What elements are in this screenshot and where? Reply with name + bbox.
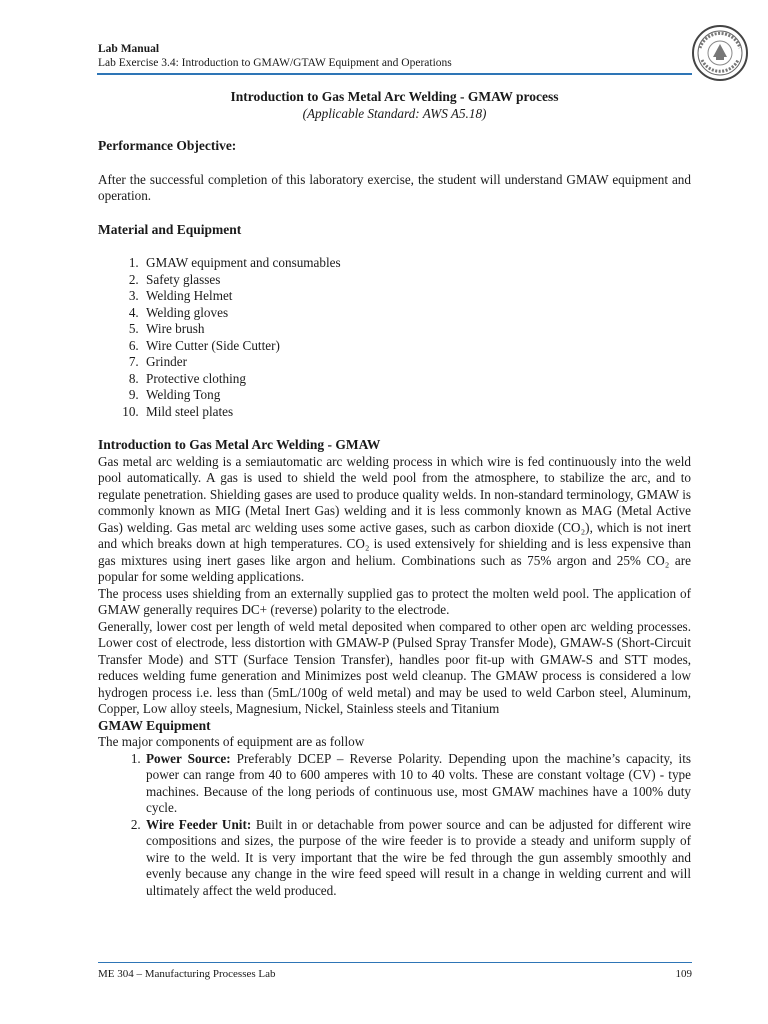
list-item: 8. Protective clothing [142,371,691,388]
list-item: 5. Wire brush [142,321,691,338]
objective-text: After the successful completion of this laboratory exercise, the student will understand GMAW equipment and operation. [98,171,691,203]
intro-paragraph-3: Generally, lower cost per length of weld metal deposited when compared to other open arc welding processes. Lower cost of electrode, less distortion with GMAW-P (Pulsed Spray Transfer Mode), GMAW-S (Short-Circuit Transfer Mode) and STT (Surface Tension Transfer), handles poor fit-up with GMAW-S and STT modes, reduces welding fume generation and Minimizes post weld cleanup. The GMAW process is considered a low hydrogen process i.e. less than (5mL/100g of weld metal) and may be used to weld Carbon steel, Aluminum, Copper, Low alloy steels, Magnesium, Nickel, Stainless steels and Titanium [98,618,691,716]
objective-heading: Performance Objective: [98,138,237,153]
equipment-text: Built in or detachable from power source and can be adjusted for different wire compositions and sizes, the purpose of the wire feeder is to provide a steady and uniform supply of wire to the weld. It is very important that the wire be fed through the gun assembly smoothly and evenly because any change in the wire feed speed will result in a change in welding current and will ultimately affect the weld produced. [146,816,691,898]
equipment-lead: The major components of equipment are as follow [98,734,365,749]
intro-paragraph-1: Gas metal arc welding is a semiautomatic arc welding process in which wire is fed continuously into the weld pool automatically. A gas is used to shield the weld pool from the atmosphere, to stabilize the arc, and to regulate penetration. Shielding gases are used to produce quality welds. In non-standard terminology, GMAW is commonly known as MIG (Metal Inert Gas) welding and it is less commonly known as MAG (Metal Active Gas) welding. Gas metal arc welding uses some active gases, such as carbon dioxide (CO₂), which is not inert and which breaks down at high temperatures. CO₂ is used extensively for shielding and is less expensive than gas mixtures using inert gases like argon and helium. Combinations such as 75% argon and 25% CO₂ are popular for some welding applications. [98,453,691,584]
footer-divider [98,962,692,963]
college-seal-logo [691,24,749,82]
materials-heading: Material and Equipment [98,221,242,237]
header-divider [97,73,692,75]
intro-heading: Introduction to Gas Metal Arc Welding - GMAW [98,437,381,452]
page-body [98,89,691,899]
page-header [98,42,692,70]
page-footer [98,962,692,980]
list-item: 10. Mild steel plates [142,404,691,421]
equipment-list [98,751,691,900]
exercise-label: Lab Exercise 3.4: Introduction to GMAW/GTAW Equipment and Operations [98,57,452,69]
list-item: 3. Welding Helmet [142,288,691,305]
list-item [144,817,691,900]
materials-list [98,255,691,420]
list-item [144,751,691,817]
equipment-term: Power Source: [146,750,231,766]
list-item: 7. Grinder [142,354,691,371]
equipment-term: Wire Feeder Unit: [146,816,252,832]
list-item: 2. Safety glasses [142,272,691,289]
document-title: Introduction to Gas Metal Arc Welding - GMAW process [230,89,559,104]
list-item: 1. GMAW equipment and consumables [142,255,691,272]
list-item: 9. Welding Tong [142,387,691,404]
list-item: 6. Wire Cutter (Side Cutter) [142,338,691,355]
course-label: ME 304 – Manufacturing Processes Lab [98,968,276,980]
applicable-standard: (Applicable Standard: AWS A5.18) [302,105,487,121]
equipment-heading: GMAW Equipment [98,717,211,733]
list-item: 4. Welding gloves [142,305,691,322]
intro-paragraph-2: The process uses shielding from an externally supplied gas to protect the molten weld pool. The application of GMAW generally requires DC+ (reverse) polarity to the electrode. [98,585,691,617]
equipment-text: Preferably DCEP – Reverse Polarity. Depending upon the machine’s capacity, its power can range from 40 to 600 amperes with 10 to 40 volts. These are constant voltage (CV) - type machines. Because of the long periods of continuous use, most GMAW machines have a 100% duty cycle. [146,750,692,815]
manual-label: Lab Manual [98,43,160,55]
page-number: 109 [675,968,692,980]
